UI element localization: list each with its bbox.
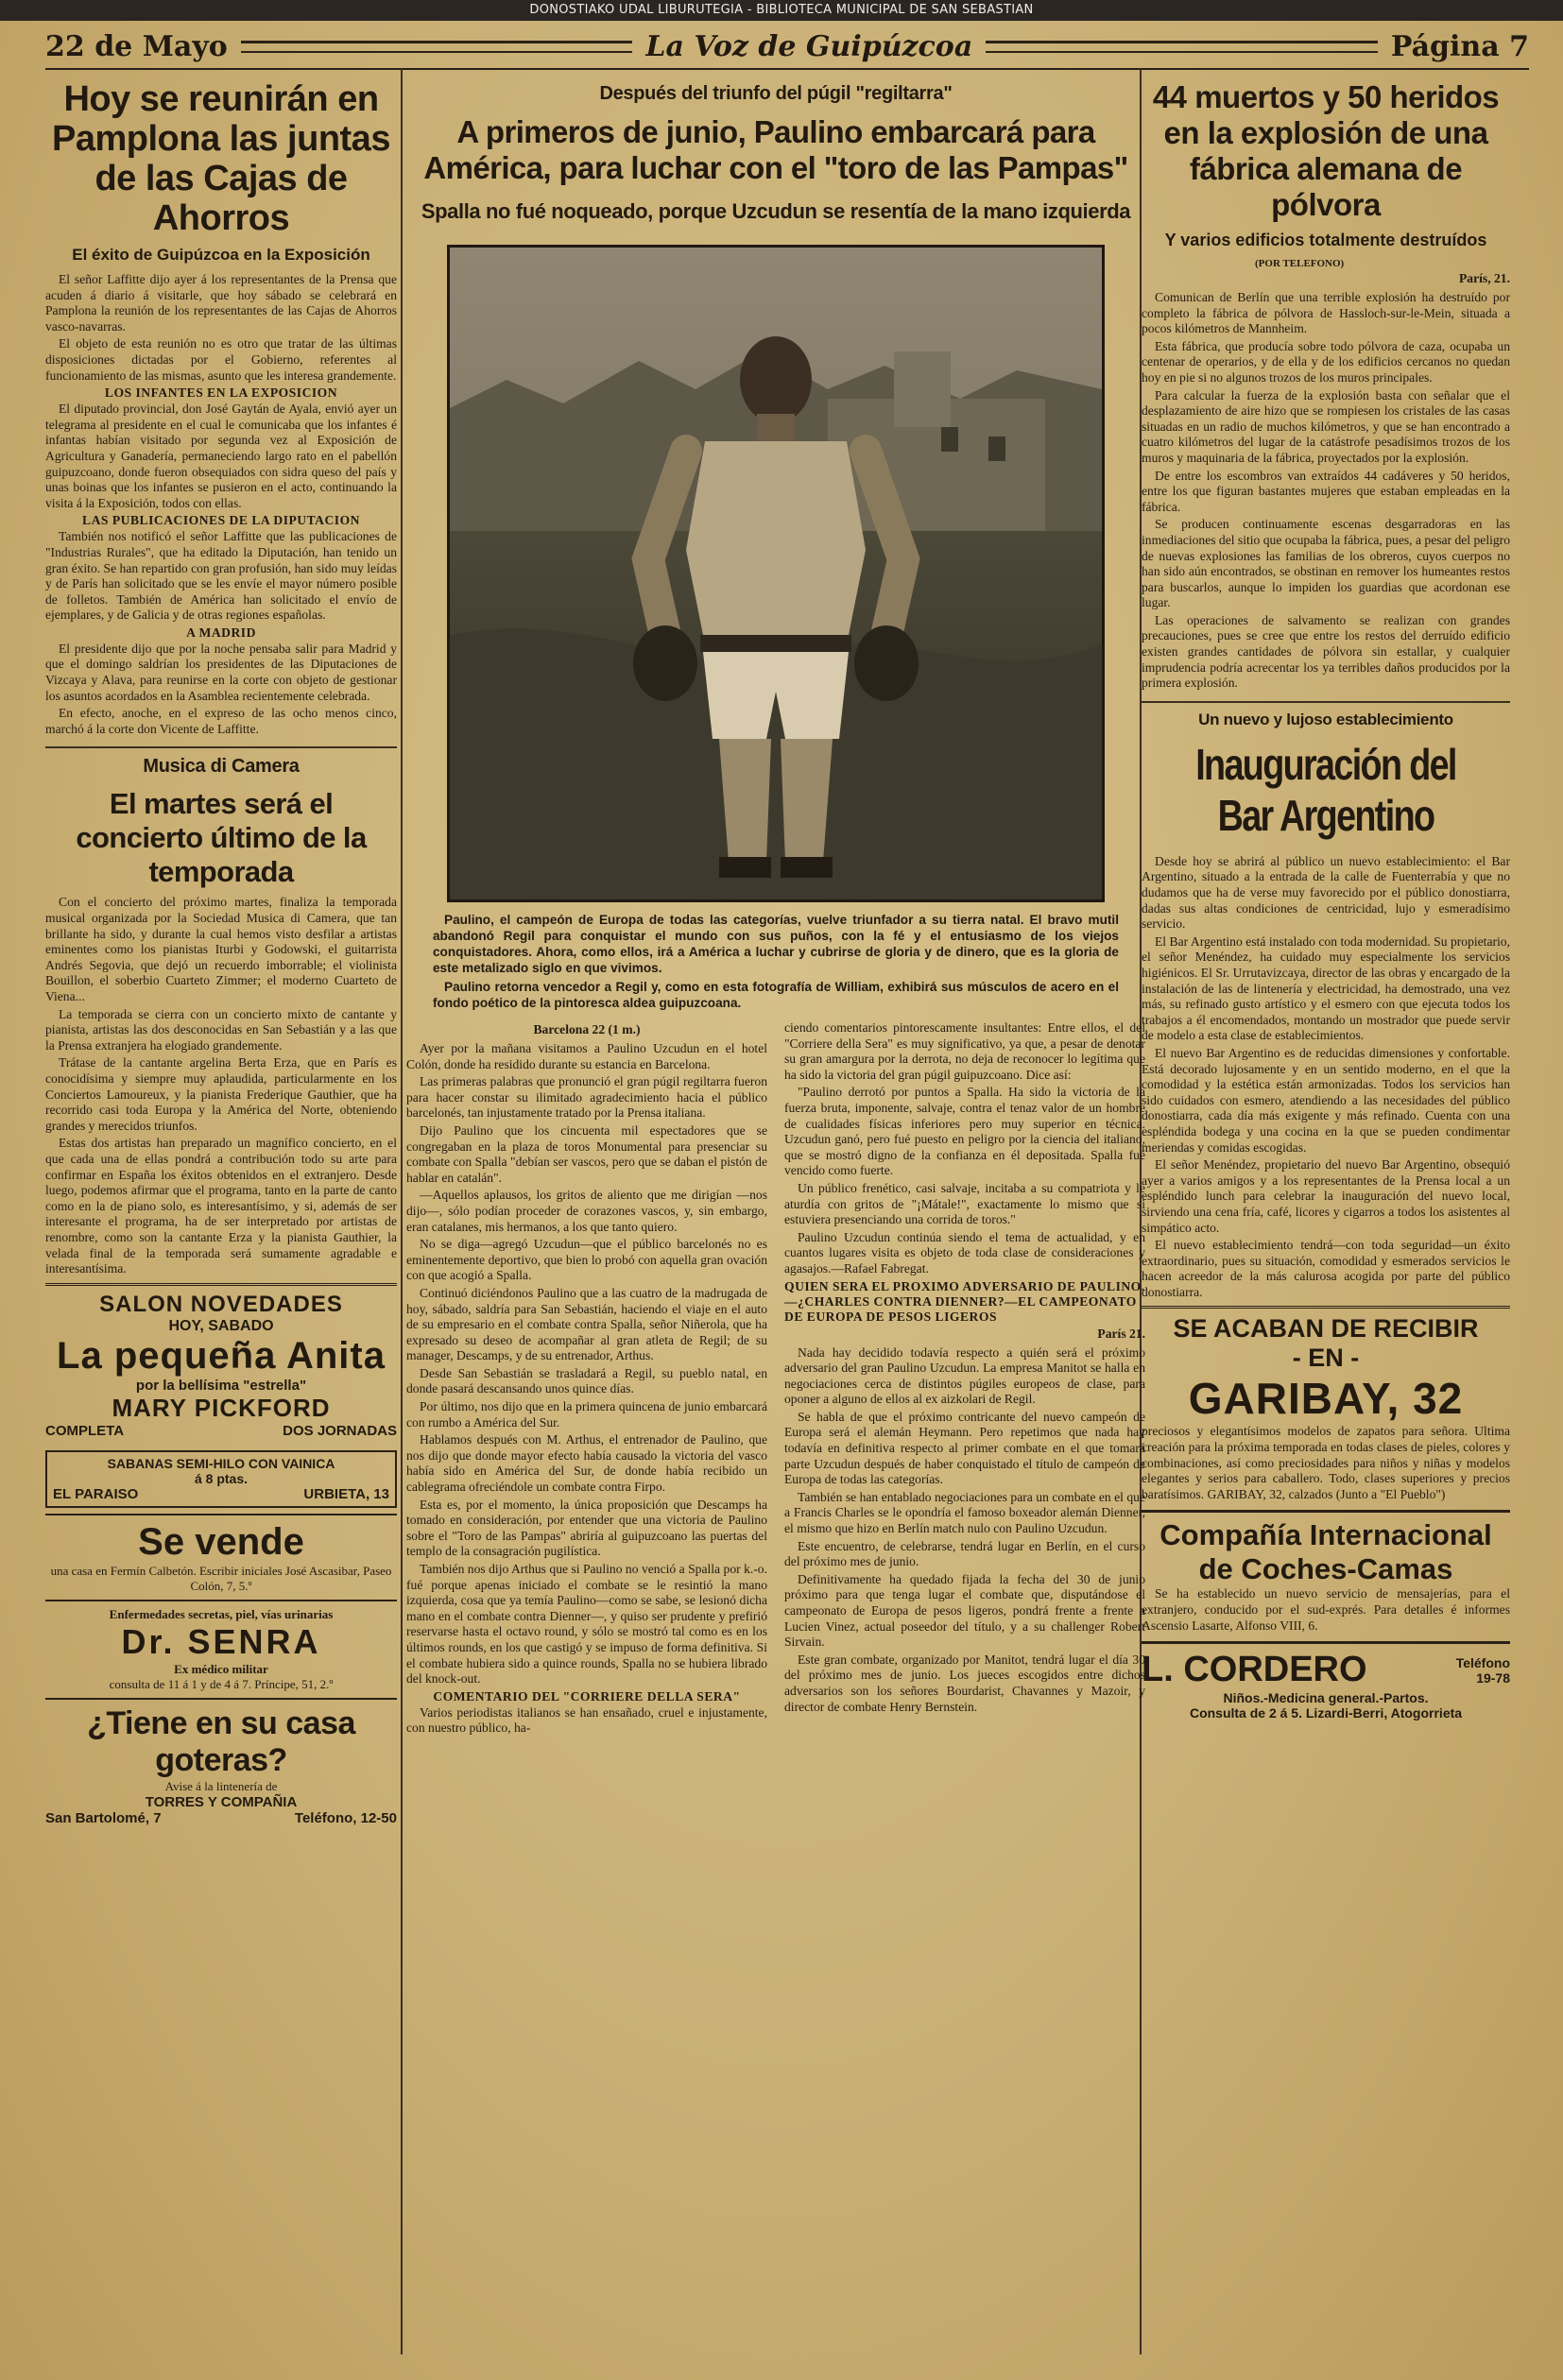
masthead-rule	[986, 41, 1378, 53]
column-divider	[401, 68, 403, 2354]
section-heading: LOS INFANTES EN LA EXPOSICION	[104, 385, 338, 401]
paulino-article-body	[406, 1020, 1145, 1738]
kicker-musica: Musica di Camera	[45, 746, 397, 778]
ad-sabanas-price: á 8 ptas.	[194, 1470, 249, 1486]
ad-salon-star: MARY PICKFORD	[112, 1393, 331, 1422]
ad-cordero-line1: Niños.-Medicina general.-Partos.	[1223, 1690, 1429, 1706]
ad-sabanas-line: SABANAS SEMI-HILO CON VAINICA	[107, 1455, 335, 1471]
paragraph: Continuó diciéndonos Paulino que a las cuatro de la madrugada de hoy, sábado, saldría para San Sebastián, haciendo el viaje en el auto de su empresario en el combate contra Spalla, señor Niñerola, que ha expresado su deseo de acompañar al gran atleta de Regil; de su manager, Descamps, y de su entrenador, Arthus.	[406, 1285, 767, 1363]
paragraph: Se habla de que el próximo contricante del nuevo campeón de Europa será el alemán Heymann. Pero repetimos que nada hay todavía en definitiva respecto al primer combate en el que tomará parte Uzcudun después de haber conquistado el título de campeón de Europa de todas las categorías.	[784, 1409, 1145, 1487]
paragraph: El diputado provincial, don José Gaytán de Ayala, envió ayer un telegrama al presidente en el cual le comunicaba que los infantes é infantas habían visitado por segunda vez al Exposición de Agricultura y Ganadería, permaneciendo largo rato en el pabellón guipuzcoano, donde fueron obsequiados con sidra queso del país y unas boinas que los infantes se pusieron en el acto, continuando la visita á la Exposición, todos con ellas.	[45, 402, 397, 510]
ad-senra-name: Dr. SENRA	[121, 1621, 321, 1661]
ad-goteras-text: Avise á la lintenería de	[164, 1778, 278, 1793]
newspaper-title: La Voz de Guipúzcoa	[645, 29, 973, 63]
section-heading: A MADRID	[186, 625, 256, 640]
dateline: París 21.	[1097, 1326, 1145, 1341]
paragraph: Las operaciones de salvamento se realizan con grandes precauciones, pues se cree que entre los restos del derruído edificio existen grandes cantidades de pólvora sin estallar, y cualquier imprudencia podría acrecentar los ya terribles daños producidos por la primera explosión.	[1142, 612, 1510, 691]
paulino-right-subcolumn	[784, 1020, 1145, 1738]
kicker-paulino: Después del triunfo del púgil "regiltarra"	[599, 83, 953, 104]
ad-goteras-row	[45, 1810, 397, 1826]
paragraph: Desde hoy se abrirá al público un nuevo establecimiento: el Bar Argentino, situado a la entrada de la calle de Fuenterrabía y que no dudamos que ha de verse muy favorecido por el público donostiarra, dadas sus altas condiciones de centricidad, lujo y esmeradísimo servicio.	[1142, 853, 1510, 932]
paragraph: También se han entablado negociaciones para un combate en el que a Francis Charles se le opondría el famoso boxeador alemán Dienner, el mismo que hizo en Berlín match nulo con Paulino Uzcudun.	[784, 1489, 1145, 1536]
section-heading: QUIEN SERA EL PROXIMO ADVERSARIO DE PAULINO.—¿CHARLES CONTRA DIENNER?—EL CAMPEONATO DE EUROPA DE PESOS LIGEROS	[784, 1278, 1145, 1324]
paragraph: La temporada se cierra con un concierto mixto de cantante y pianista, artistas las dos desconocidas en San Sebastián y a las que la Prensa extranjera ha elogiado grandemente.	[45, 1006, 397, 1053]
paragraph: Paulino Uzcudun continúa siendo el tema de actualidad, y en cuantos lugares visita es objeto de toda clase de consideraciones y agasajos.—Rafael Fabregat.	[784, 1229, 1145, 1276]
top-rule	[45, 68, 1529, 70]
section-heading: COMENTARIO DEL "CORRIERE DELLA SERA"	[433, 1688, 741, 1704]
ad-garibay-t2: - EN -	[1292, 1344, 1360, 1373]
subhead-edificios: Y varios edificios totalmente destruídos	[1164, 231, 1487, 249]
paragraph: El presidente dijo que por la noche pensaba salir para Madrid y que el domingo saldrían los presidentes de las Diputaciones de Vizcaya y Alava, para reunirse en la corte con objeto de gestionar los asuntos acordados en la Asamblea recientemente celebrada.	[45, 641, 397, 703]
paragraph: Para calcular la fuerza de la explosión basta con señalar que el desplazamiento de aire hizo que se rompiesen los cristales de las casas situadas en un radio de muchos kilómetros, y que se han encontrado a cuatro kilómetros del lugar de la catástrofe pesadísimos trozos de los muros y maquinaria de la fábrica, proyectados por la explosión.	[1142, 387, 1510, 465]
paragraph: Varios periodistas italianos se han ensañado, cruel e injustamente, con nuestro público, ha-	[406, 1704, 767, 1736]
paragraph: ciendo comentarios pintorescamente insultantes: Entre ellos, el del "Corriere della Sera" es muy significativo, ya que, a pesar de denotar su gran amargura por la derrota, no deja de reconocer lo legítima que ha sido la victoria del gran púgil guipuzcoano. Dice así:	[784, 1020, 1145, 1082]
paragraph: Se producen continuamente escenas desgarradoras en las inmediaciones del sitio que ocupaba la fábrica, pues, a pesar del peligro de nuevas explosiones las familias de los obreros, cuyos cuerpos no han sido aún encontrados, se obstinan en remover los humeantes restos para buscarlos, aunque lo impiden los guardias que acordonan ese lugar.	[1142, 517, 1510, 610]
dateline: Barcelona 22 (1 m.)	[533, 1022, 641, 1036]
paragraph: Con el concierto del próximo martes, finaliza la temporada musical organizada por la Sociedad Musica di Camera, que tan brillante ha sido, y durante la cual hemos visto desfilar a artistas eminentes como los pianistas Iturbi y Godowski, el guitarrista Andrés Segovia, que dejó un recuerdo imborrable; el violinista Bouillon, el soberbio Cuarteto Zimmer; el moderno Cuarteto de Viena...	[45, 895, 397, 1003]
ad-cia-title: Compañía Internacional de Coches-Camas	[1159, 1518, 1492, 1586]
headline-bar-argentino: Inauguración del Bar Argentino	[1195, 739, 1456, 840]
paragraph: El nuevo Bar Argentino es de reducidas dimensiones y confortable. Está decorado lujosamente y en un sentido moderno, en el que la comodidad y la estética están armonizadas. Todos los servicios han sido cuidados con esmero, atendiendo a las necesidades del público donostiarra, cada día más exigente y más refinado. Cuenta con una espléndida bodega y una cocina en la que se pueden condimentar meriendas y comidas escogidas.	[1142, 1045, 1510, 1155]
ad-salon-right: DOS JORNADAS	[283, 1422, 397, 1439]
ad-sabanas-left: EL PARAISO	[53, 1485, 139, 1502]
ad-salon-name: SALON NOVEDADES	[99, 1291, 343, 1317]
paragraph: También nos dijo Arthus que si Paulino no venció a Spalla por k.-o. fué porque apenas iniciado el combate se le resintió la mano izquierda, cosa que ya temía Paulino—como se sabe, se lesionó dicha mano en el combate contra Dienner—, y quiso ser prudente y prefirió reservarse hasta el octavo round, y sólo se mostró tal como es en los últimos rounds, en los que castigó y se impuso de forma definitiva. Si el combate hubiera sido a quince rounds, Spalla no se hubiera librado del knock-out.	[406, 1562, 767, 1687]
ad-sabanas	[45, 1450, 397, 1508]
ad-sevende-text: una casa en Fermín Calbetón. Escribir iniciales José Ascasibar, Paseo Colón, 7, 5.º	[50, 1563, 392, 1593]
paragraph: Comunican de Berlín que una terrible explosión ha destruído por completo la fábrica de pólvora de Hassloch-sur-le-Mein, situada a pocos kilómetros de Mannheim.	[1142, 290, 1510, 336]
paragraph: Desde San Sebastián se trasladará a Regil, su pueblo natal, en donde pasará descansando unos quince días.	[406, 1365, 767, 1396]
deck-spalla: Spalla no fué noqueado, porque Uzcudun se resentía de la mano izquierda	[421, 199, 1131, 223]
ad-cordero-phone	[1456, 1655, 1510, 1686]
ad-cordero	[1142, 1641, 1510, 1726]
ad-salon-row	[45, 1423, 397, 1439]
ad-goteras-left: San Bartolomé, 7	[45, 1809, 162, 1826]
ad-senra-line: Enfermedades secretas, piel, vías urinarias	[109, 1606, 334, 1621]
paragraph: El nuevo establecimiento tendrá—con toda seguridad—un éxito extraordinario, pues su situación, comodidad y esmerados servicios le hacen acreedor de la más calurosa acogida por parte del público donostiarra.	[1142, 1238, 1510, 1299]
paragraph: De entre los escombros van extraídos 44 cadáveres y 50 heridos, entre los que figuran bastantes mujeres que estaban empleadas en la fábrica.	[1142, 468, 1510, 514]
paragraph: Esta fábrica, que producía sobre todo pólvora de caza, ocupaba un centenar de operarios, y de ella y de los edificios cercanos no quedan hoy en pie si no algunos trozos de los muros principales.	[1142, 338, 1510, 385]
masthead-rule	[241, 41, 633, 53]
subhead-exposicion: El éxito de Guipúzcoa en la Exposición	[72, 246, 370, 264]
paragraph: En efecto, anoche, en el expreso de las ocho menos cinco, marchó á la corte don Vicente de Laffitte.	[45, 706, 397, 736]
ad-senra-sub: Ex médico militar	[174, 1661, 268, 1676]
paragraph: "Paulino derrotó por puntos a Spalla. Ha sido la victoria de la fuerza bruta, imponente, salvaje, contra el tenaz valor de un hombre de cualidades físicas inferiores pero muy superior en técnica. Uzcudun ganó, pero fué puesto en peligro por la ciencia del italiano, que se mostró digno de la confianza en él depositada. Spalla fué vencido como fuerte.	[784, 1085, 1145, 1178]
masthead	[45, 25, 1529, 68]
boxer-photo-illustration	[450, 248, 1102, 899]
ad-goteras-right: Teléfono, 12-50	[294, 1809, 397, 1826]
ad-salon-day: HOY, SABADO	[168, 1317, 274, 1334]
ad-goteras-title: ¿Tiene en su casa goteras?	[87, 1704, 355, 1778]
dateline: París, 21.	[1459, 271, 1510, 285]
ad-cordero-tel: 19-78	[1476, 1669, 1510, 1686]
photo-paulino-uzcudun	[447, 245, 1105, 902]
kicker-bar: Un nuevo y lujoso establecimiento	[1142, 701, 1510, 729]
ad-garibay-t3: GARIBAY, 32	[1188, 1374, 1464, 1424]
paragraph: Hablamos después con M. Arthus, el entrenador de Paulino, que nos dijo que donde mayor efecto había causado la victoria del vasco había sido en América del Sur, de donde había recibido un cablegrama ofreciéndole un combate contra Firpo.	[406, 1432, 767, 1495]
ad-salon-novedades	[45, 1283, 397, 1445]
paragraph: —Aquellos aplausos, los gritos de aliento que me dirigían —nos dijo—, sólo podían proceder de corazones vascos, y, sin embargo, eran catalanes, mis hermanos, a los que tanto quiero.	[406, 1188, 767, 1234]
paragraph: El señor Laffitte dijo ayer á los representantes de la Prensa que acuden á diario á visitarle, que hoy sábado se celebrará en Pamplona la reunión de los representantes de las Cajas de Ahorros vasco-navarras.	[45, 272, 397, 334]
ad-cia-text: Se ha establecido un nuevo servicio de mensajerías, para el extranjero, conducido por el sud-exprés. Para detalles é informes Ascensio Lasarte, Alfonso VIII, 6.	[1142, 1586, 1510, 1633]
ad-sevende-title: Se vende	[138, 1520, 304, 1563]
ad-garibay-text: preciosos y elegantísimos modelos de zapatos para señora. Ultima creación para la próxima temporada en todas clases de pieles, colores y combinaciones, así como preciosidades para niños y niñas y modelos elegantes y serios para caballero. Todo, clases superiores y precios baratísimos. GARIBAY, 32, calzados (Junto a "El Pueblo")	[1142, 1424, 1510, 1501]
photo-caption	[433, 912, 1119, 1011]
center-column	[406, 74, 1145, 1738]
ad-goteras-firm: TORRES Y COMPAÑIA	[145, 1793, 298, 1810]
archive-banner: DONOSTIAKO UDAL LIBURUTEGIA - BIBLIOTECA MUNICIPAL DE SAN SEBASTIAN	[0, 0, 1563, 21]
paragraph: No se diga—agregó Uzcudun—que el público barcelonés no es eminentemente deportivo, que bien lo probó con aquella gran ovación con que acogió a Spalla.	[406, 1237, 767, 1283]
paragraph: Un público frenético, casi salvaje, incitaba a su compatriota y le aturdía con gritos de "¡Mátale!", exactamente lo mismo que si estuviera presenciando una corrida de toros."	[784, 1180, 1145, 1227]
page-number: Página 7	[1390, 29, 1529, 63]
paragraph: El señor Menéndez, propietario del nuevo Bar Argentino, obsequió ayer a varios amigos y a los representantes de la Prensa local a un espléndido lunch para celebrar la inauguración del nuevo local, sirviendo una cena fría, café, licores y cigarros a todos los asistentes al simpático acto.	[1142, 1157, 1510, 1235]
ad-cordero-name: L. CORDERO	[1142, 1650, 1367, 1690]
paragraph: Dijo Paulino que los cincuenta mil espectadores que se congregaban en la plaza de toros Monumental para presenciar su combate con Spalla "debían ser vascos, pero que se daban el pistón de hablar en catalán".	[406, 1122, 767, 1185]
ad-senra-text: consulta de 11 á 1 y de 4 á 7. Príncipe, 51, 2.º	[109, 1676, 334, 1691]
paragraph: El Bar Argentino está instalado con toda modernidad. Su propietario, el señor Menéndez, ha cuidado muy especialmente los servicios higiénicos. El Sr. Urrutavizcaya, director de las obras y encargado de la instalación de las de lintenería y electricidad, ha demostrado, una vez más, su refinado gusto artístico y el esmero con que ejecuta todos los trabajos a él encomendados, montando un mostrador que puede servir de modelo a esta clase de establecimientos.	[1142, 933, 1510, 1043]
paragraph: Por último, nos dijo que en la primera quincena de junio embarcará con rumbo a América del Sur.	[406, 1399, 767, 1430]
section-heading: LAS PUBLICACIONES DE LA DIPUTACION	[82, 513, 360, 528]
paragraph: Ayer por la mañana visitamos a Paulino Uzcudun en el hotel Colón, donde ha residido durante su estancia en Barcelona.	[406, 1041, 767, 1071]
left-column	[45, 74, 397, 1832]
ad-salon-by: por la bellísima "estrella"	[135, 1377, 307, 1394]
paragraph: Las primeras palabras que pronunció el gran púgil regiltarra fueron para hacer constar su ilimitado agradecimiento hacia el público barcelonés, tan injustamente tratado por la Prensa italiana.	[406, 1074, 767, 1121]
headline-explosion: 44 muertos y 50 heridos en la explosión de una fábrica alemana de pólvora	[1152, 79, 1500, 222]
ad-cordero-tel-label: Teléfono	[1455, 1654, 1510, 1670]
paragraph: También nos notificó el señor Laffitte que las publicaciones de "Industrias Rurales", que ha editado la Diputación, han tenido un gran éxito. Se han repartido con gran profusión, han sido muy leídas y de París han solicitado que se les envíe el mayor número posible de folletos. También de América han solicitado el envío de ejemplares, y de Galicia y de otras regiones españolas.	[45, 529, 397, 623]
ad-garibay	[1142, 1306, 1510, 1510]
ad-sabanas-right: URBIETA, 13	[303, 1485, 389, 1502]
ad-coches-camas	[1142, 1510, 1510, 1641]
ad-cordero-line2: Consulta de 2 á 5. Lizardi-Berri, Atogorrieta	[1189, 1705, 1463, 1721]
paragraph: Este gran combate, organizado por Manitot, tendrá lugar el día 30 del próximo mes de junio. Los jueces escogidos entre dichos adversarios son los señores Bourdarist, Chavannes y Mazoir, y director de combate Henry Bernstein.	[784, 1652, 1145, 1714]
source-label: (POR TELEFONO)	[1255, 258, 1345, 269]
ad-se-vende	[45, 1514, 397, 1600]
ad-sabanas-row	[53, 1486, 389, 1502]
headline-cajas: Hoy se reunirán en Pamplona las juntas de las Cajas de Ahorros	[52, 79, 390, 238]
ad-salon-left: COMPLETA	[45, 1422, 125, 1439]
paragraph: Trátase de la cantante argelina Berta Erza, que en París es conocidísima y siempre muy aplaudida, particularmente en los Conciertos Lamoureux, y la pianista Frederique Gauthier, que ha recorrido casi toda Europa y la América del Norte, obteniendo grandes y merecidos triunfos.	[45, 1055, 397, 1133]
paragraph: Nada hay decidido todavía respecto a quién será el próximo adversario del gran Paulino Uzcudun. La empresa Manitot se halla en negociaciones cerca de distintos púgiles europeos de clase, para oponer a alguno de ellos al ex aizkolari de Regil.	[784, 1344, 1145, 1407]
caption-paragraph: Paulino, el campeón de Europa de todas las categorías, vuelve triunfador a su tierra natal. El bravo mutil abandonó Regil para conquistar el mundo con sus puños, con la fé y el entusiasmo de los viejos conquistadores. Ahora, como ellos, irá a América a luchar y cubrirse de gloria y de dinero, que es la gloria de este metalizado siglo en que vivimos.	[433, 913, 1119, 975]
paragraph: Estas dos artistas han preparado un magnífico concierto, en el que cada una de ellas pondrá a contribución todo su arte para confirmar en España los éxitos obtenidos en el extranjero. Desde luego, podemos afirmar que el programa, tanto en la parte de canto como en la de piano solo, es interesantísimo, y si, además de ser interesante el programa, ha de ser interpretado por artistas de renombre, como son la cantante Erza y la pianista Gauthier, la velada final de la temporada será sumamente agradable e interesantísima.	[45, 1136, 397, 1276]
ad-salon-film: La pequeña Anita	[57, 1334, 386, 1377]
paragraph: Esta es, por el momento, la única proposición que Descamps ha tomado en consideración, por entender que una victoria de Paulino sobre el "Toro de las Pampas" abriría al guipuzcoano las puertas del templo de la consagración pugilística.	[406, 1497, 767, 1559]
paragraph: Definitivamente ha quedado fijada la fecha del 30 de junio próximo para que tenga lugar el combate que, disputándose el campeonato de Europa de pesos ligeros, pondrá frente a frente a Lucien Vinez, actual poseedor del título, y a su challenger Robert Sirvain.	[784, 1571, 1145, 1650]
paragraph: El objeto de esta reunión no es otro que tratar de las últimas disposiciones dictadas por el Gobierno, referentes al funcionamiento de las mismas, asunto que les interesa grandemente.	[45, 336, 397, 383]
ad-goteras	[45, 1698, 397, 1832]
headline-paulino: A primeros de junio, Paulino embarcará para América, para luchar con el "toro de las Pampas"	[423, 114, 1128, 185]
caption-paragraph: Paulino retorna vencedor a Regil y, como en esta fotografía de William, exhibirá sus músculos de acero en el fondo poético de la pintoresca aldea guipuzcoana.	[433, 980, 1119, 1010]
ad-cordero-row	[1142, 1650, 1510, 1690]
right-column	[1142, 74, 1510, 1726]
issue-date: 22 de Mayo	[45, 29, 228, 63]
ad-dr-senra	[45, 1600, 397, 1698]
paragraph: Este encuentro, de celebrarse, tendrá lugar en Berlín, en el curso del próximo mes de junio.	[784, 1538, 1145, 1569]
headline-concierto: El martes será el concierto último de la temporada	[76, 787, 367, 889]
paulino-left-subcolumn	[406, 1020, 767, 1738]
ad-garibay-t1: SE ACABAN DE RECIBIR	[1173, 1314, 1479, 1344]
